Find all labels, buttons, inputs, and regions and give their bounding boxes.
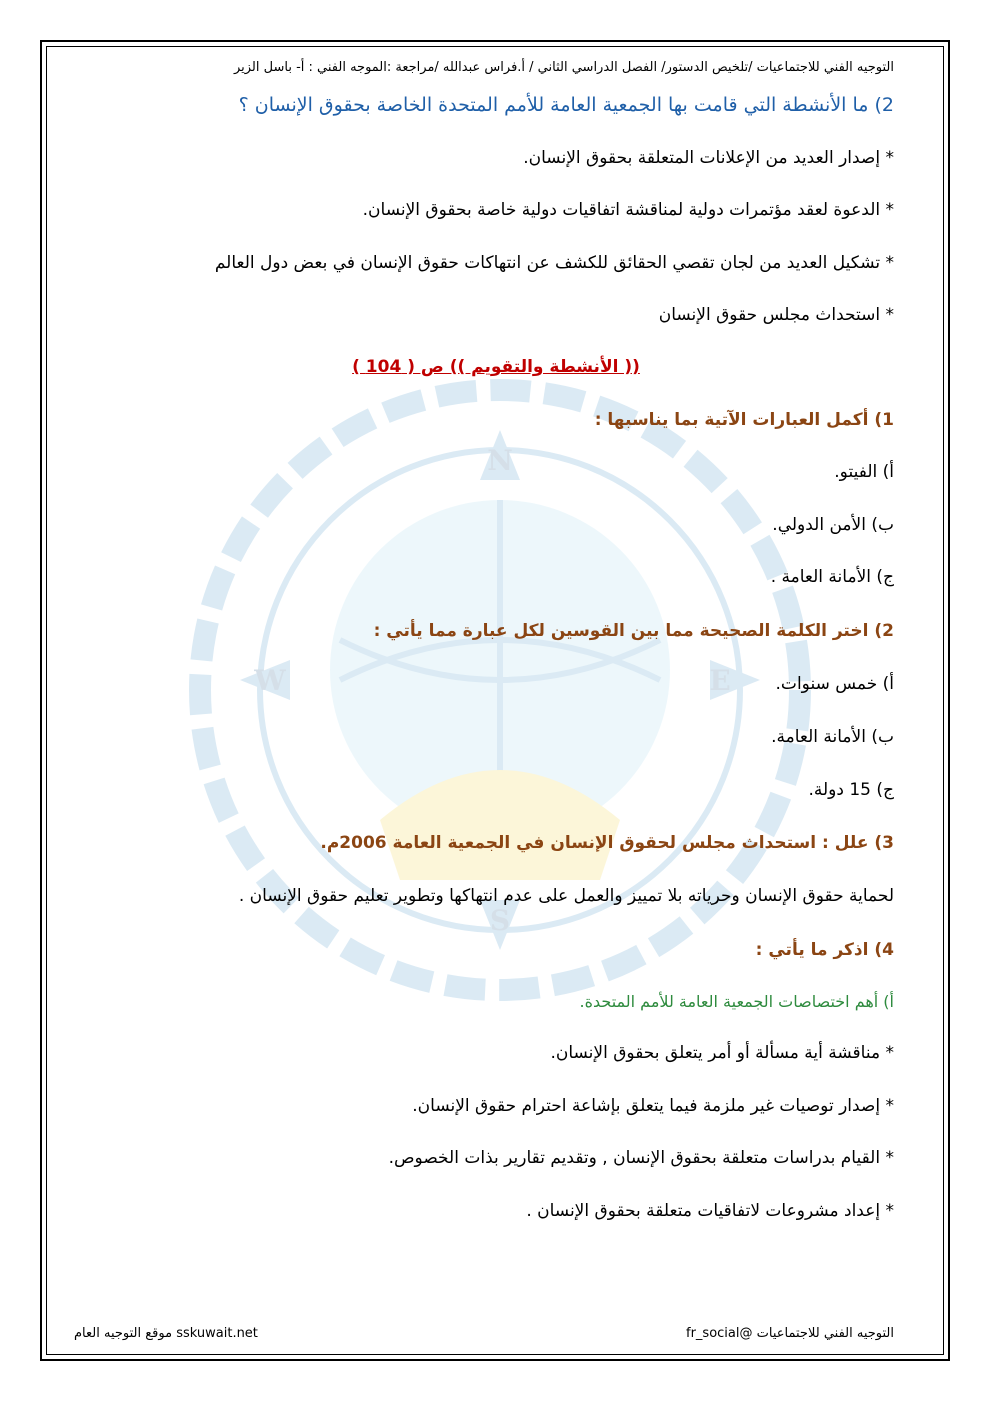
q2-item-2: * الدعوة لعقد مؤتمرات دولية لمناقشة اتفاقيات دولية خاصة بحقوق الإنسان. <box>362 200 894 220</box>
activity-3-title: 3) علل : استحداث مجلس لحقوق الإنسان في الجمعية العامة 2006م. <box>320 833 894 853</box>
a4-subtitle: أ) أهم اختصاصات الجمعية العامة للأمم المتحدة. <box>579 992 894 1011</box>
a4-item-4: * إعداد مشروعات لاتفاقيات متعلقة بحقوق الإنسان . <box>526 1201 894 1221</box>
page-header: التوجيه الفني للاجتماعيات /تلخيص الدستور/ الفصل الدراسي الثاني / أ.فراس عبدالله /مراجعة :الموجه الفني : أ- باسل الزير <box>233 60 894 75</box>
a4-item-3: * القيام بدراسات متعلقة بحقوق الإنسان , وتقديم تقارير بذات الخصوص. <box>388 1148 894 1168</box>
activity-4-title: 4) اذكر ما يأتي : <box>755 940 894 960</box>
activity-2-title: 2) اختر الكلمة الصحيحة مما بين القوسين لكل عبارة مما يأتي : <box>373 621 894 641</box>
a2-item-2: ب) الأمانة العامة. <box>771 727 894 747</box>
q2-item-3: * تشكيل العديد من لجان تقصي الحقائق للكشف عن انتهاكات حقوق الإنسان في بعض دول العالم <box>214 253 894 273</box>
compass-n: N <box>487 444 513 477</box>
a2-item-3: ج) 15 دولة. <box>808 780 894 800</box>
a4-item-2: * إصدار توصيات غير ملزمة فيما يتعلق بإشاعة احترام حقوق الإنسان. <box>412 1096 894 1116</box>
compass-e: E <box>709 664 731 697</box>
footer-social: التوجيه الفني للاجتماعيات @fr_social <box>686 1326 894 1341</box>
activities-title: (( الأنشطة والتقويم )) ص ( 104 ) <box>352 357 640 377</box>
footer-website: sskuwait.net موقع التوجيه العام <box>74 1326 258 1341</box>
a1-item-1: أ) الفيتو. <box>834 462 894 482</box>
a3-answer: لحماية حقوق الإنسان وحرياته بلا تمييز والعمل على عدم انتهاكها وتطوير تعليم حقوق الإنسان . <box>238 886 894 906</box>
a2-item-1: أ) خمس سنوات. <box>775 674 894 694</box>
q2-item-1: * إصدار العديد من الإعلانات المتعلقة بحقوق الإنسان. <box>523 148 894 168</box>
compass-w: W <box>254 664 286 697</box>
q2-item-4: * استحداث مجلس حقوق الإنسان <box>658 305 894 325</box>
activity-1-title: 1) أكمل العبارات الآتية بما يناسبها : <box>594 410 894 430</box>
a1-item-2: ب) الأمن الدولي. <box>772 515 894 535</box>
a1-item-3: ج) الأمانة العامة . <box>770 567 894 587</box>
question-2-title: 2) ما الأنشطة التي قامت بها الجمعية العامة للأمم المتحدة الخاصة بحقوق الإنسان ؟ <box>238 94 894 116</box>
compass-s: S <box>489 904 511 937</box>
a4-item-1: * مناقشة أية مسألة أو أمر يتعلق بحقوق الإنسان. <box>550 1043 894 1063</box>
